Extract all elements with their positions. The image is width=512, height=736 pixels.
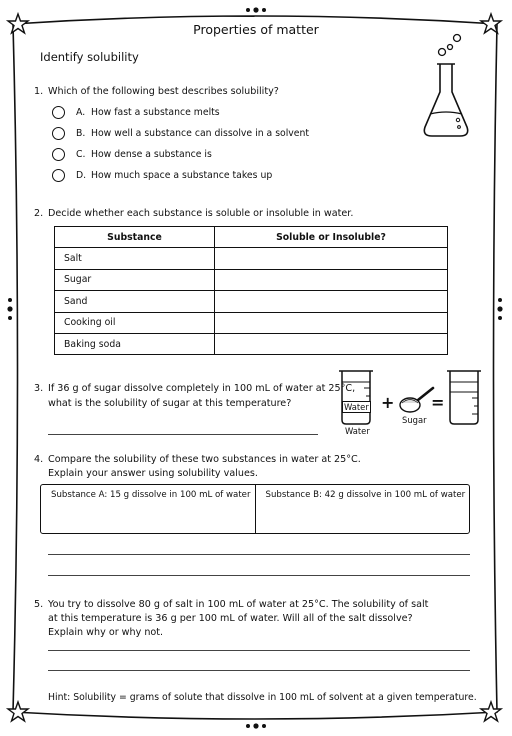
- q1-option-d-letter: D.: [76, 170, 87, 181]
- q4-line-2: Explain your answer using solubility values.: [48, 468, 258, 479]
- q1-option-c-radio[interactable]: [52, 148, 65, 161]
- substance-cell: Sand: [55, 291, 215, 312]
- table-header-substance: Substance: [55, 227, 215, 248]
- substance-a-cell[interactable]: Substance A: 15 g dissolve in 100 mL of water: [51, 490, 251, 500]
- substance-cell: Salt: [55, 248, 215, 269]
- q2-number: 2.: [34, 208, 44, 219]
- solution-beaker-icon: [444, 368, 484, 426]
- spoon-caption: Sugar: [402, 415, 427, 425]
- answer-cell[interactable]: [215, 248, 448, 269]
- q5-line-3: Explain why or why not.: [48, 627, 164, 638]
- substance-cell: Cooking oil: [55, 312, 215, 333]
- q5-line-2: at this temperature is 36 g per 100 mL of water. Will all of the salt dissolve?: [48, 613, 413, 624]
- q4-number: 4.: [34, 454, 44, 465]
- q4-answer-line[interactable]: [48, 575, 470, 576]
- beaker-label: Water: [344, 402, 369, 412]
- comparison-box: [40, 484, 470, 534]
- answer-cell[interactable]: [215, 291, 448, 312]
- q3-answer-line[interactable]: [48, 434, 318, 435]
- answer-cell[interactable]: [215, 269, 448, 290]
- plus-sign: +: [381, 393, 395, 412]
- q5-number: 5.: [34, 599, 44, 610]
- q2-text: Decide whether each substance is soluble or insoluble in water.: [48, 208, 354, 219]
- q1-text: Which of the following best describes solubility?: [48, 86, 279, 97]
- q5-line-1: You try to dissolve 80 g of salt in 100 mL of water at 25°C. The solubility of salt: [48, 599, 429, 610]
- q3-number: 3.: [34, 383, 44, 394]
- table-row: [55, 248, 448, 269]
- table-row: [55, 333, 448, 354]
- flask-icon: [420, 30, 472, 146]
- substance-cell: Sugar: [55, 269, 215, 290]
- answer-cell[interactable]: [215, 333, 448, 354]
- table-row: [55, 269, 448, 290]
- water-beaker-icon: [336, 368, 376, 426]
- q4-answer-line[interactable]: [48, 554, 470, 555]
- q1-option-c-letter: C.: [76, 149, 86, 160]
- table-header-soluble: Soluble or Insoluble?: [215, 227, 448, 248]
- beaker-caption: Water: [345, 426, 370, 436]
- q1-option-b-radio[interactable]: [52, 127, 65, 140]
- q1-option-d-label: How much space a substance takes up: [91, 170, 273, 181]
- q3-line-1: If 36 g of sugar dissolve completely in 100 mL of water at 25°C,: [48, 383, 356, 394]
- q1-option-a-label: How fast a substance melts: [91, 107, 220, 118]
- page-title: Properties of matter: [193, 22, 319, 37]
- q3-line-2: what is the solubility of sugar at this temperature?: [48, 398, 292, 409]
- q1-option-a-radio[interactable]: [52, 106, 65, 119]
- equals-sign: =: [431, 393, 445, 412]
- hint-text: Hint: Solubility = grams of solute that dissolve in 100 mL of solvent at a given temperature.: [48, 692, 477, 703]
- substance-b-cell[interactable]: Substance B: 42 g dissolve in 100 mL of water: [255, 485, 470, 533]
- q4-line-1: Compare the solubility of these two substances in water at 25°C.: [48, 454, 361, 465]
- page-subtitle: Identify solubility: [40, 50, 139, 64]
- q1-option-b-label: How well a substance can dissolve in a solvent: [91, 128, 310, 139]
- q1-option-d-radio[interactable]: [52, 169, 65, 182]
- q1-option-c-label: How dense a substance is: [91, 149, 212, 160]
- table-header-row: [55, 227, 448, 248]
- table-row: [55, 312, 448, 333]
- substance-cell: Baking soda: [55, 333, 215, 354]
- solubility-table: [54, 226, 448, 355]
- q5-answer-line[interactable]: [48, 670, 470, 671]
- answer-cell[interactable]: [215, 312, 448, 333]
- q1-option-b-letter: B.: [76, 128, 86, 139]
- q1-number: 1.: [34, 86, 44, 97]
- q5-answer-line[interactable]: [48, 650, 470, 651]
- table-row: [55, 291, 448, 312]
- q1-option-a-letter: A.: [76, 107, 86, 118]
